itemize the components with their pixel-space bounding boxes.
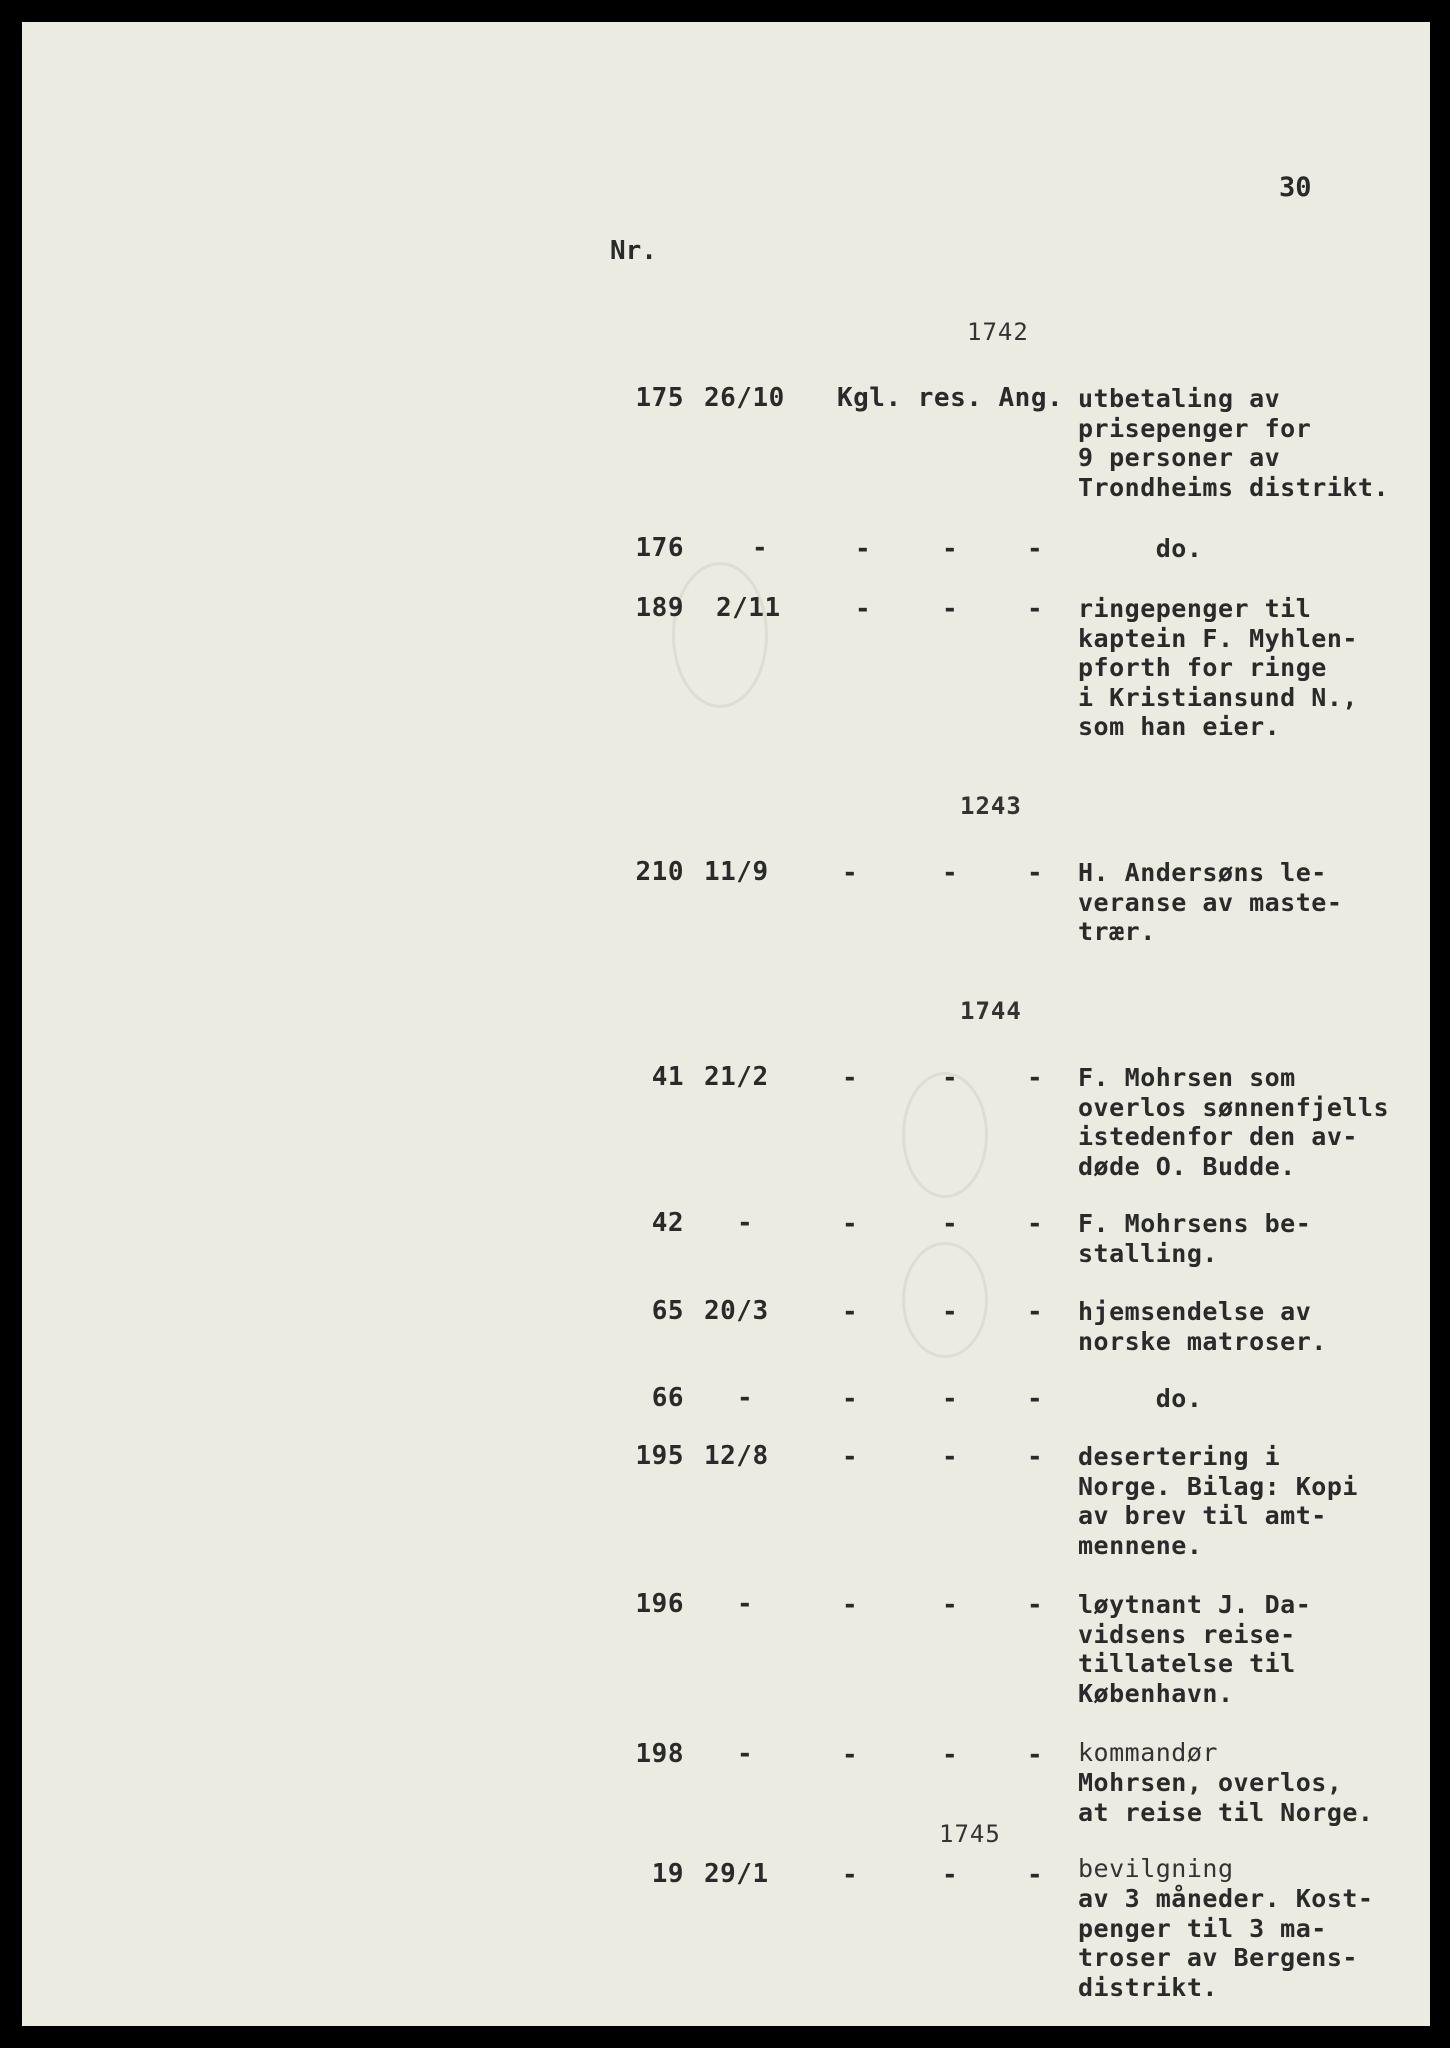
entry-description-first-line: bevilgning — [1078, 1854, 1234, 1883]
ditto-dash: - — [942, 534, 958, 564]
ditto-dash: - — [1027, 1209, 1043, 1239]
entry-description: F. Mohrsens be- stalling. — [1078, 1209, 1312, 1268]
ditto-dash: - — [1027, 1384, 1043, 1414]
entry-description: utbetaling av prisepenger for 9 personer av Trondheims distrikt. — [1078, 384, 1390, 502]
entry-date: - — [737, 1589, 754, 1619]
entry-date: - — [737, 1739, 754, 1769]
entry-number: 195 — [635, 1441, 684, 1471]
entry-date: 11/9 — [704, 857, 769, 887]
entry-date: 26/10 — [704, 383, 785, 413]
entry-date: 12/8 — [704, 1441, 769, 1471]
ditto-dash: - — [855, 534, 871, 564]
bleed-through-mark — [672, 562, 768, 708]
entry-date: - — [752, 533, 769, 563]
entry-number: 19 — [651, 1859, 684, 1889]
entry-description: F. Mohrsen som overlos sønnenfjells istedenfor den av- døde O. Budde. — [1078, 1063, 1390, 1181]
entry-date: - — [737, 1208, 754, 1238]
entry-number: 198 — [635, 1739, 684, 1769]
entry-description: løytnant J. Da- vidsens reise- tillatelse til København. — [1078, 1590, 1312, 1708]
ditto-dash: - — [942, 1063, 958, 1093]
ditto-dash: - — [1027, 1590, 1043, 1620]
entry-description: desertering i Norge. Bilag: Kopi av brev til amt- mennene. — [1078, 1442, 1358, 1560]
ditto-dash: - — [1027, 594, 1043, 624]
ditto-dash: - — [942, 1442, 958, 1472]
column-label-nr: Nr. — [610, 236, 657, 266]
ditto-dash: - — [1027, 534, 1043, 564]
entry-date: - — [737, 1383, 754, 1413]
ditto-dash: - — [942, 1860, 958, 1890]
entry-number: 41 — [651, 1062, 684, 1092]
ditto-dash: - — [1027, 1860, 1043, 1890]
ditto-dash: - — [942, 1590, 958, 1620]
ditto-dash: - — [942, 1297, 958, 1327]
entry-description-first-line: kommandør — [1078, 1738, 1218, 1767]
entry-number: 189 — [635, 593, 684, 623]
entry-number: 210 — [635, 857, 684, 887]
entry-date: 21/2 — [704, 1062, 769, 1092]
entry-description: do. — [1078, 534, 1203, 563]
ditto-dash: - — [942, 594, 958, 624]
entry-number: 42 — [651, 1208, 684, 1238]
ditto-dash: - — [1027, 1063, 1043, 1093]
ditto-dash: - — [842, 1590, 858, 1620]
ditto-dash: - — [842, 1860, 858, 1890]
ditto-dash: - — [942, 858, 958, 888]
entry-description: ringepenger til kaptein F. Myhlen- pforth for ringe i Kristiansund N., som han eier. — [1078, 594, 1358, 741]
ditto-dash: - — [1027, 858, 1043, 888]
entry-date: 20/3 — [704, 1296, 769, 1326]
ditto-dash: - — [1027, 1442, 1043, 1472]
year-heading-1743: 1243 — [960, 792, 1022, 820]
year-heading-1742: 1742 — [967, 318, 1029, 346]
entry-number: 175 — [635, 383, 684, 413]
ditto-dash: - — [842, 1209, 858, 1239]
ditto-dash: - — [942, 1384, 958, 1414]
ditto-dash: - — [842, 1740, 858, 1770]
ditto-dash: - — [942, 1740, 958, 1770]
entry-number: 65 — [651, 1296, 684, 1326]
entry-number: 176 — [635, 533, 684, 563]
entry-description: hjemsendelse av norske matroser. — [1078, 1297, 1327, 1356]
ditto-dash: - — [942, 1209, 958, 1239]
entry-description: Mohrsen, overlos, at reise til Norge. — [1078, 1768, 1374, 1827]
entry-description: H. Andersøns le- veranse av maste- trær. — [1078, 858, 1343, 946]
document-page — [22, 22, 1430, 2026]
year-heading-1745: 1745 — [939, 1820, 1001, 1848]
ditto-dash: - — [1027, 1740, 1043, 1770]
ditto-dash: - — [842, 858, 858, 888]
ditto-dash: - — [842, 1442, 858, 1472]
ditto-dash: - — [842, 1384, 858, 1414]
entry-description: av 3 måneder. Kost- penger til 3 ma- troser av Bergens- distrikt. — [1078, 1884, 1374, 2002]
ditto-dash: - — [855, 594, 871, 624]
entry-type: Kgl. res. Ang. — [837, 383, 1064, 413]
entry-date: 2/11 — [716, 593, 781, 623]
entry-description: do. — [1078, 1384, 1203, 1413]
ditto-dash: - — [842, 1063, 858, 1093]
year-heading-1744: 1744 — [960, 997, 1022, 1025]
entry-number: 66 — [651, 1383, 684, 1413]
entry-number: 196 — [635, 1589, 684, 1619]
entry-date: 29/1 — [704, 1859, 769, 1889]
page-number: 30 — [1279, 172, 1312, 203]
ditto-dash: - — [842, 1297, 858, 1327]
ditto-dash: - — [1027, 1297, 1043, 1327]
